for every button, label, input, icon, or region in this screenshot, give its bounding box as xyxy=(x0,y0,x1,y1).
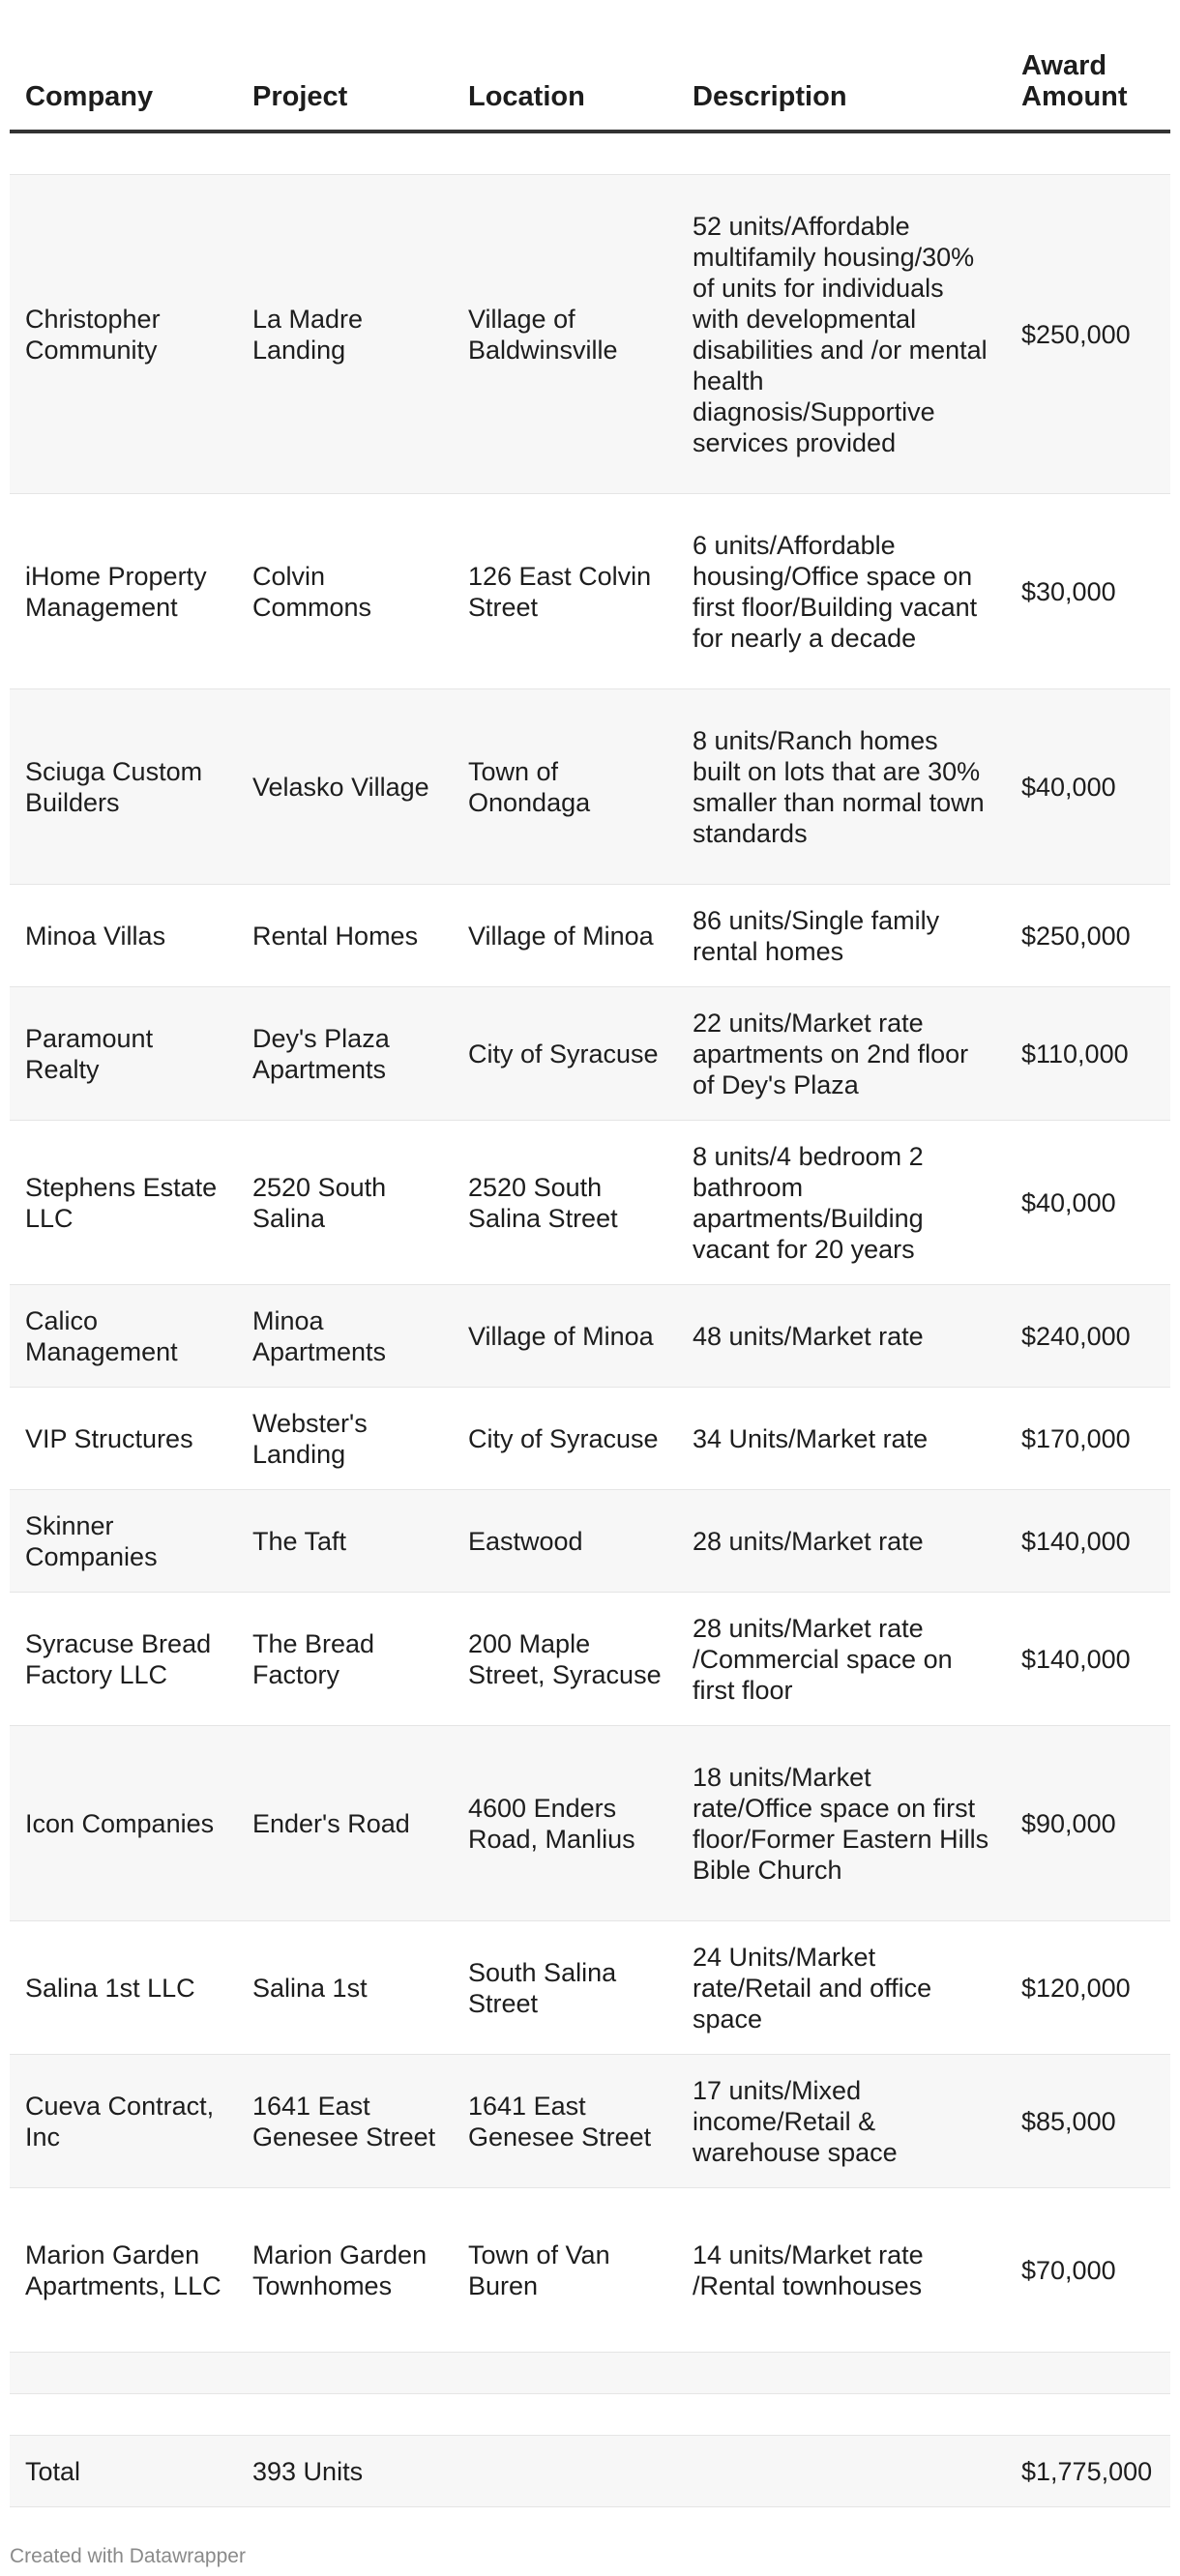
table-row xyxy=(10,885,1170,987)
cell-project: 2520 South Salina xyxy=(237,1121,453,1285)
cell-company: iHome Property Management xyxy=(10,494,237,689)
cell-company: Stephens Estate LLC xyxy=(10,1121,237,1285)
header-award-amount: Award Amount xyxy=(1006,39,1170,132)
cell-location: 1641 East Genesee Street xyxy=(453,2055,677,2188)
cell-award: $250,000 xyxy=(1006,175,1170,494)
cell-description: 34 Units/Market rate xyxy=(677,1388,1006,1490)
cell-location: City of Syracuse xyxy=(453,1388,677,1490)
cell-award: $90,000 xyxy=(1006,1726,1170,1921)
table-row xyxy=(10,2055,1170,2188)
cell-award: $40,000 xyxy=(1006,689,1170,885)
cell-award: $70,000 xyxy=(1006,2188,1170,2353)
cell-description: 6 units/Affordable housing/Office space on first floor/Building vacant for nearly a decade xyxy=(677,494,1006,689)
table-row xyxy=(10,1593,1170,1726)
table-row xyxy=(10,494,1170,689)
header-description: Description xyxy=(677,39,1006,132)
cell-company: Paramount Realty xyxy=(10,987,237,1121)
header-location: Location xyxy=(453,39,677,132)
cell-company: Skinner Companies xyxy=(10,1490,237,1593)
spacer-row xyxy=(10,2394,1170,2436)
cell-description: 18 units/Market rate/Office space on first floor/Former Eastern Hills Bible Church xyxy=(677,1726,1006,1921)
cell-location: 2520 South Salina Street xyxy=(453,1121,677,1285)
cell-description: 8 units/4 bedroom 2 bathroom apartments/Building vacant for 20 years xyxy=(677,1121,1006,1285)
cell-company: Calico Management xyxy=(10,1285,237,1388)
cell-description: 8 units/Ranch homes built on lots that are 30% smaller than normal town standards xyxy=(677,689,1006,885)
total-row xyxy=(10,2436,1170,2507)
cell-company: Syracuse Bread Factory LLC xyxy=(10,1593,237,1726)
cell-company: Cueva Contract, Inc xyxy=(10,2055,237,2188)
table-row xyxy=(10,689,1170,885)
cell-location: Village of Baldwinsville xyxy=(453,175,677,494)
spacer-row xyxy=(10,132,1170,175)
cell-location: Eastwood xyxy=(453,1490,677,1593)
cell-project: Colvin Commons xyxy=(237,494,453,689)
total-units: 393 Units xyxy=(237,2436,453,2507)
cell-location: 126 East Colvin Street xyxy=(453,494,677,689)
cell-project: Rental Homes xyxy=(237,885,453,987)
cell-description: 22 units/Market rate apartments on 2nd floor of Dey's Plaza xyxy=(677,987,1006,1121)
total-empty-location xyxy=(453,2436,677,2507)
cell-project: Marion Garden Townhomes xyxy=(237,2188,453,2353)
spacer-row xyxy=(10,2353,1170,2394)
cell-company: Minoa Villas xyxy=(10,885,237,987)
cell-company: Icon Companies xyxy=(10,1726,237,1921)
cell-award: $140,000 xyxy=(1006,1490,1170,1593)
cell-location: Town of Van Buren xyxy=(453,2188,677,2353)
cell-description: 48 units/Market rate xyxy=(677,1285,1006,1388)
cell-project: La Madre Landing xyxy=(237,175,453,494)
table-row xyxy=(10,1121,1170,1285)
cell-award: $250,000 xyxy=(1006,885,1170,987)
cell-award: $140,000 xyxy=(1006,1593,1170,1726)
table-row xyxy=(10,1388,1170,1490)
header-project: Project xyxy=(237,39,453,132)
cell-company: Christopher Community xyxy=(10,175,237,494)
cell-location: 4600 Enders Road, Manlius xyxy=(453,1726,677,1921)
cell-project: The Bread Factory xyxy=(237,1593,453,1726)
cell-award: $30,000 xyxy=(1006,494,1170,689)
cell-project: Dey's Plaza Apartments xyxy=(237,987,453,1121)
cell-description: 28 units/Market rate /Commercial space on first floor xyxy=(677,1593,1006,1726)
cell-company: VIP Structures xyxy=(10,1388,237,1490)
table-row xyxy=(10,1490,1170,1593)
cell-description: 14 units/Market rate /Rental townhouses xyxy=(677,2188,1006,2353)
table-header xyxy=(10,39,1170,132)
cell-description: 24 Units/Market rate/Retail and office space xyxy=(677,1921,1006,2055)
table-row xyxy=(10,987,1170,1121)
table-row xyxy=(10,2188,1170,2353)
cell-location: Town of Onondaga xyxy=(453,689,677,885)
cell-company: Marion Garden Apartments, LLC xyxy=(10,2188,237,2353)
table-row xyxy=(10,1285,1170,1388)
cell-company: Salina 1st LLC xyxy=(10,1921,237,2055)
table-row xyxy=(10,1921,1170,2055)
header-company: Company xyxy=(10,39,237,132)
cell-award: $40,000 xyxy=(1006,1121,1170,1285)
cell-location: City of Syracuse xyxy=(453,987,677,1121)
cell-description: 28 units/Market rate xyxy=(677,1490,1006,1593)
cell-award: $170,000 xyxy=(1006,1388,1170,1490)
total-award: $1,775,000 xyxy=(1006,2436,1170,2507)
cell-description: 52 units/Affordable multifamily housing/30% of units for individuals with developmental disabilities and /or mental health diagnosis/Supportive services provided xyxy=(677,175,1006,494)
datawrapper-credit[interactable]: Created with Datawrapper xyxy=(10,2545,246,2567)
cell-project: Ender's Road xyxy=(237,1726,453,1921)
cell-description: 86 units/Single family rental homes xyxy=(677,885,1006,987)
cell-company: Sciuga Custom Builders xyxy=(10,689,237,885)
cell-location: South Salina Street xyxy=(453,1921,677,2055)
table-body xyxy=(10,132,1170,2507)
cell-award: $120,000 xyxy=(1006,1921,1170,2055)
cell-project: Minoa Apartments xyxy=(237,1285,453,1388)
cell-location: 200 Maple Street, Syracuse xyxy=(453,1593,677,1726)
awards-table xyxy=(10,39,1170,2507)
table-row xyxy=(10,1726,1170,1921)
total-label: Total xyxy=(10,2436,237,2507)
table-row xyxy=(10,175,1170,494)
cell-location: Village of Minoa xyxy=(453,885,677,987)
total-empty-description xyxy=(677,2436,1006,2507)
cell-project: Velasko Village xyxy=(237,689,453,885)
cell-project: 1641 East Genesee Street xyxy=(237,2055,453,2188)
cell-project: Salina 1st xyxy=(237,1921,453,2055)
cell-project: Webster's Landing xyxy=(237,1388,453,1490)
cell-award: $85,000 xyxy=(1006,2055,1170,2188)
cell-description: 17 units/Mixed income/Retail & warehouse space xyxy=(677,2055,1006,2188)
cell-award: $240,000 xyxy=(1006,1285,1170,1388)
cell-project: The Taft xyxy=(237,1490,453,1593)
cell-award: $110,000 xyxy=(1006,987,1170,1121)
cell-location: Village of Minoa xyxy=(453,1285,677,1388)
